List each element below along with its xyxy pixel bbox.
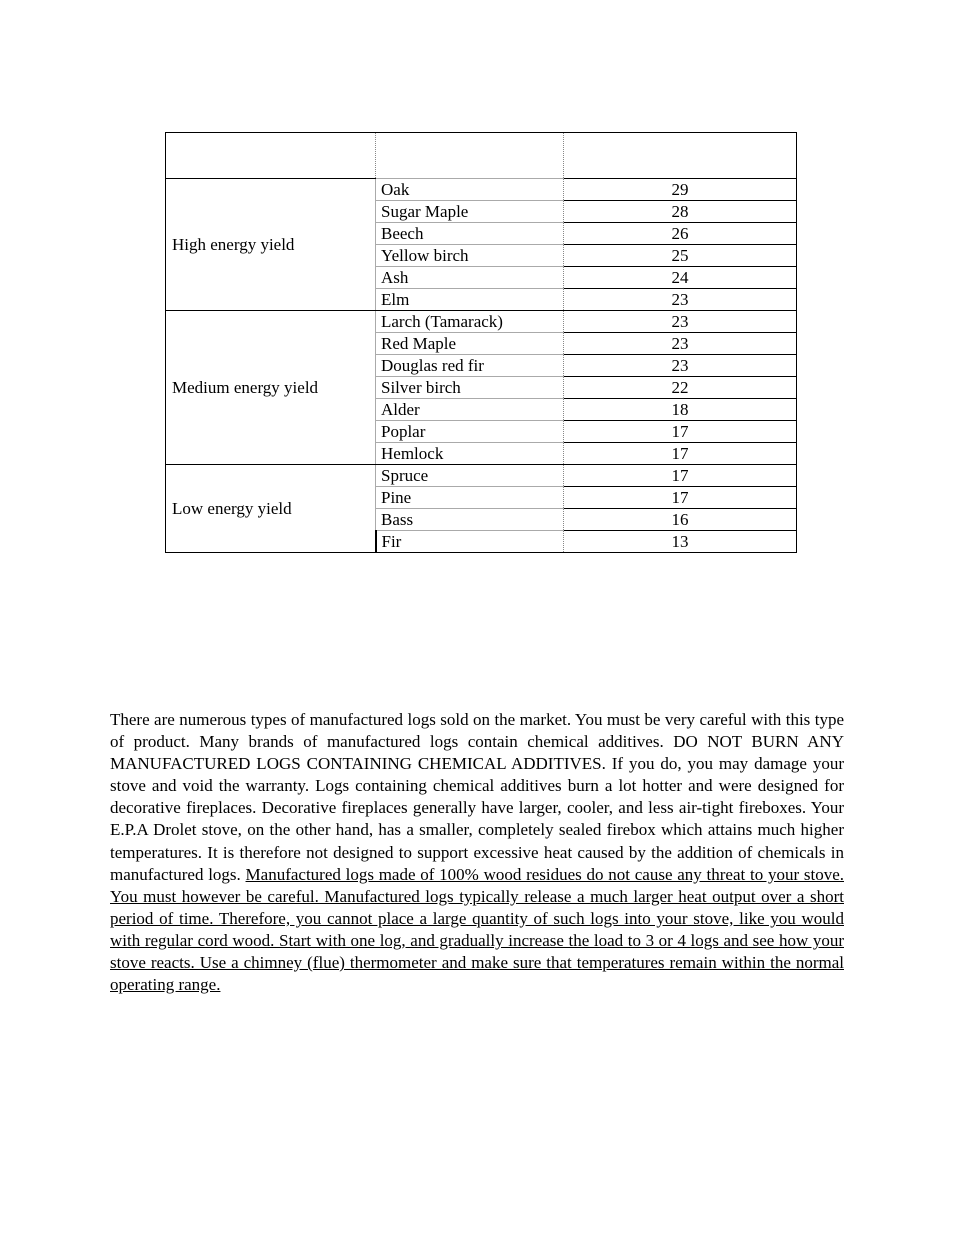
value-cell: 23: [564, 311, 797, 333]
species-cell: Silver birch: [376, 377, 564, 399]
species-cell: Red Maple: [376, 333, 564, 355]
species-cell: Ash: [376, 267, 564, 289]
table-header-cell: [376, 133, 564, 179]
paragraph-underlined-text: Manufactured logs made of 100% wood residues do not cause any threat to your stove. You must however be careful. Manufactured logs typically release a much larger heat output over a short period of time. Therefore, you cannot place a large quantity of such logs into your stove, like you would with regular cord wood. Start with one log, and gradually increase the load to 3 or 4 logs and see how your stove reacts. Use a chimney (flue) thermometer and make sure that temperatures remain within the normal operating range.: [110, 864, 844, 995]
value-cell: 17: [564, 443, 797, 465]
value-cell: 18: [564, 399, 797, 421]
table-header-cell: [166, 133, 376, 179]
table-header-row: [166, 133, 797, 179]
species-cell: Bass: [376, 509, 564, 531]
value-cell: 17: [564, 421, 797, 443]
value-cell: 23: [564, 333, 797, 355]
species-cell: Alder: [376, 399, 564, 421]
wood-energy-table: [165, 132, 797, 553]
species-cell: Elm: [376, 289, 564, 311]
species-cell: Hemlock: [376, 443, 564, 465]
table-row: [166, 311, 797, 333]
value-cell: 29: [564, 179, 797, 201]
species-cell: Sugar Maple: [376, 201, 564, 223]
value-cell: 23: [564, 355, 797, 377]
value-cell: 24: [564, 267, 797, 289]
species-cell: Yellow birch: [376, 245, 564, 267]
table-row: [166, 179, 797, 201]
species-cell: Larch (Tamarack): [376, 311, 564, 333]
value-cell: 25: [564, 245, 797, 267]
value-cell: 28: [564, 201, 797, 223]
value-cell: 16: [564, 509, 797, 531]
manufactured-logs-paragraph: [110, 709, 844, 996]
value-cell: 23: [564, 289, 797, 311]
table-header-cell: [564, 133, 797, 179]
value-cell: 22: [564, 377, 797, 399]
table-row: [166, 465, 797, 487]
value-cell: 26: [564, 223, 797, 245]
value-cell: 13: [564, 531, 797, 553]
group-label-low: Low energy yield: [166, 465, 376, 553]
group-label-high: High energy yield: [166, 179, 376, 311]
group-label-medium: Medium energy yield: [166, 311, 376, 465]
species-cell: Beech: [376, 223, 564, 245]
value-cell: 17: [564, 465, 797, 487]
species-cell: Fir: [376, 531, 564, 553]
paragraph-plain-text: There are numerous types of manufactured logs sold on the market. You must be very careful with this type of product. Many brands of manufactured logs contain chemical additives. DO NOT BURN ANY MANUFACTURED LOGS CONTAINING CHEMICAL ADDITIVES. If you do, you may damage your stove and void the warranty. Logs containing chemical additives burn a lot hotter and were designed for decorative fireplaces. Decorative fireplaces generally have larger, cooler, and less air-tight fireboxes. Your E.P.A Drolet stove, on the other hand, has a smaller, completely sealed firebox which attains much higher temperatures. It is therefore not designed to support excessive heat caused by the addition of chemicals in manufactured logs.: [110, 710, 844, 884]
species-cell: Spruce: [376, 465, 564, 487]
species-cell: Pine: [376, 487, 564, 509]
species-cell: Douglas red fir: [376, 355, 564, 377]
value-cell: 17: [564, 487, 797, 509]
species-cell: Oak: [376, 179, 564, 201]
species-cell: Poplar: [376, 421, 564, 443]
